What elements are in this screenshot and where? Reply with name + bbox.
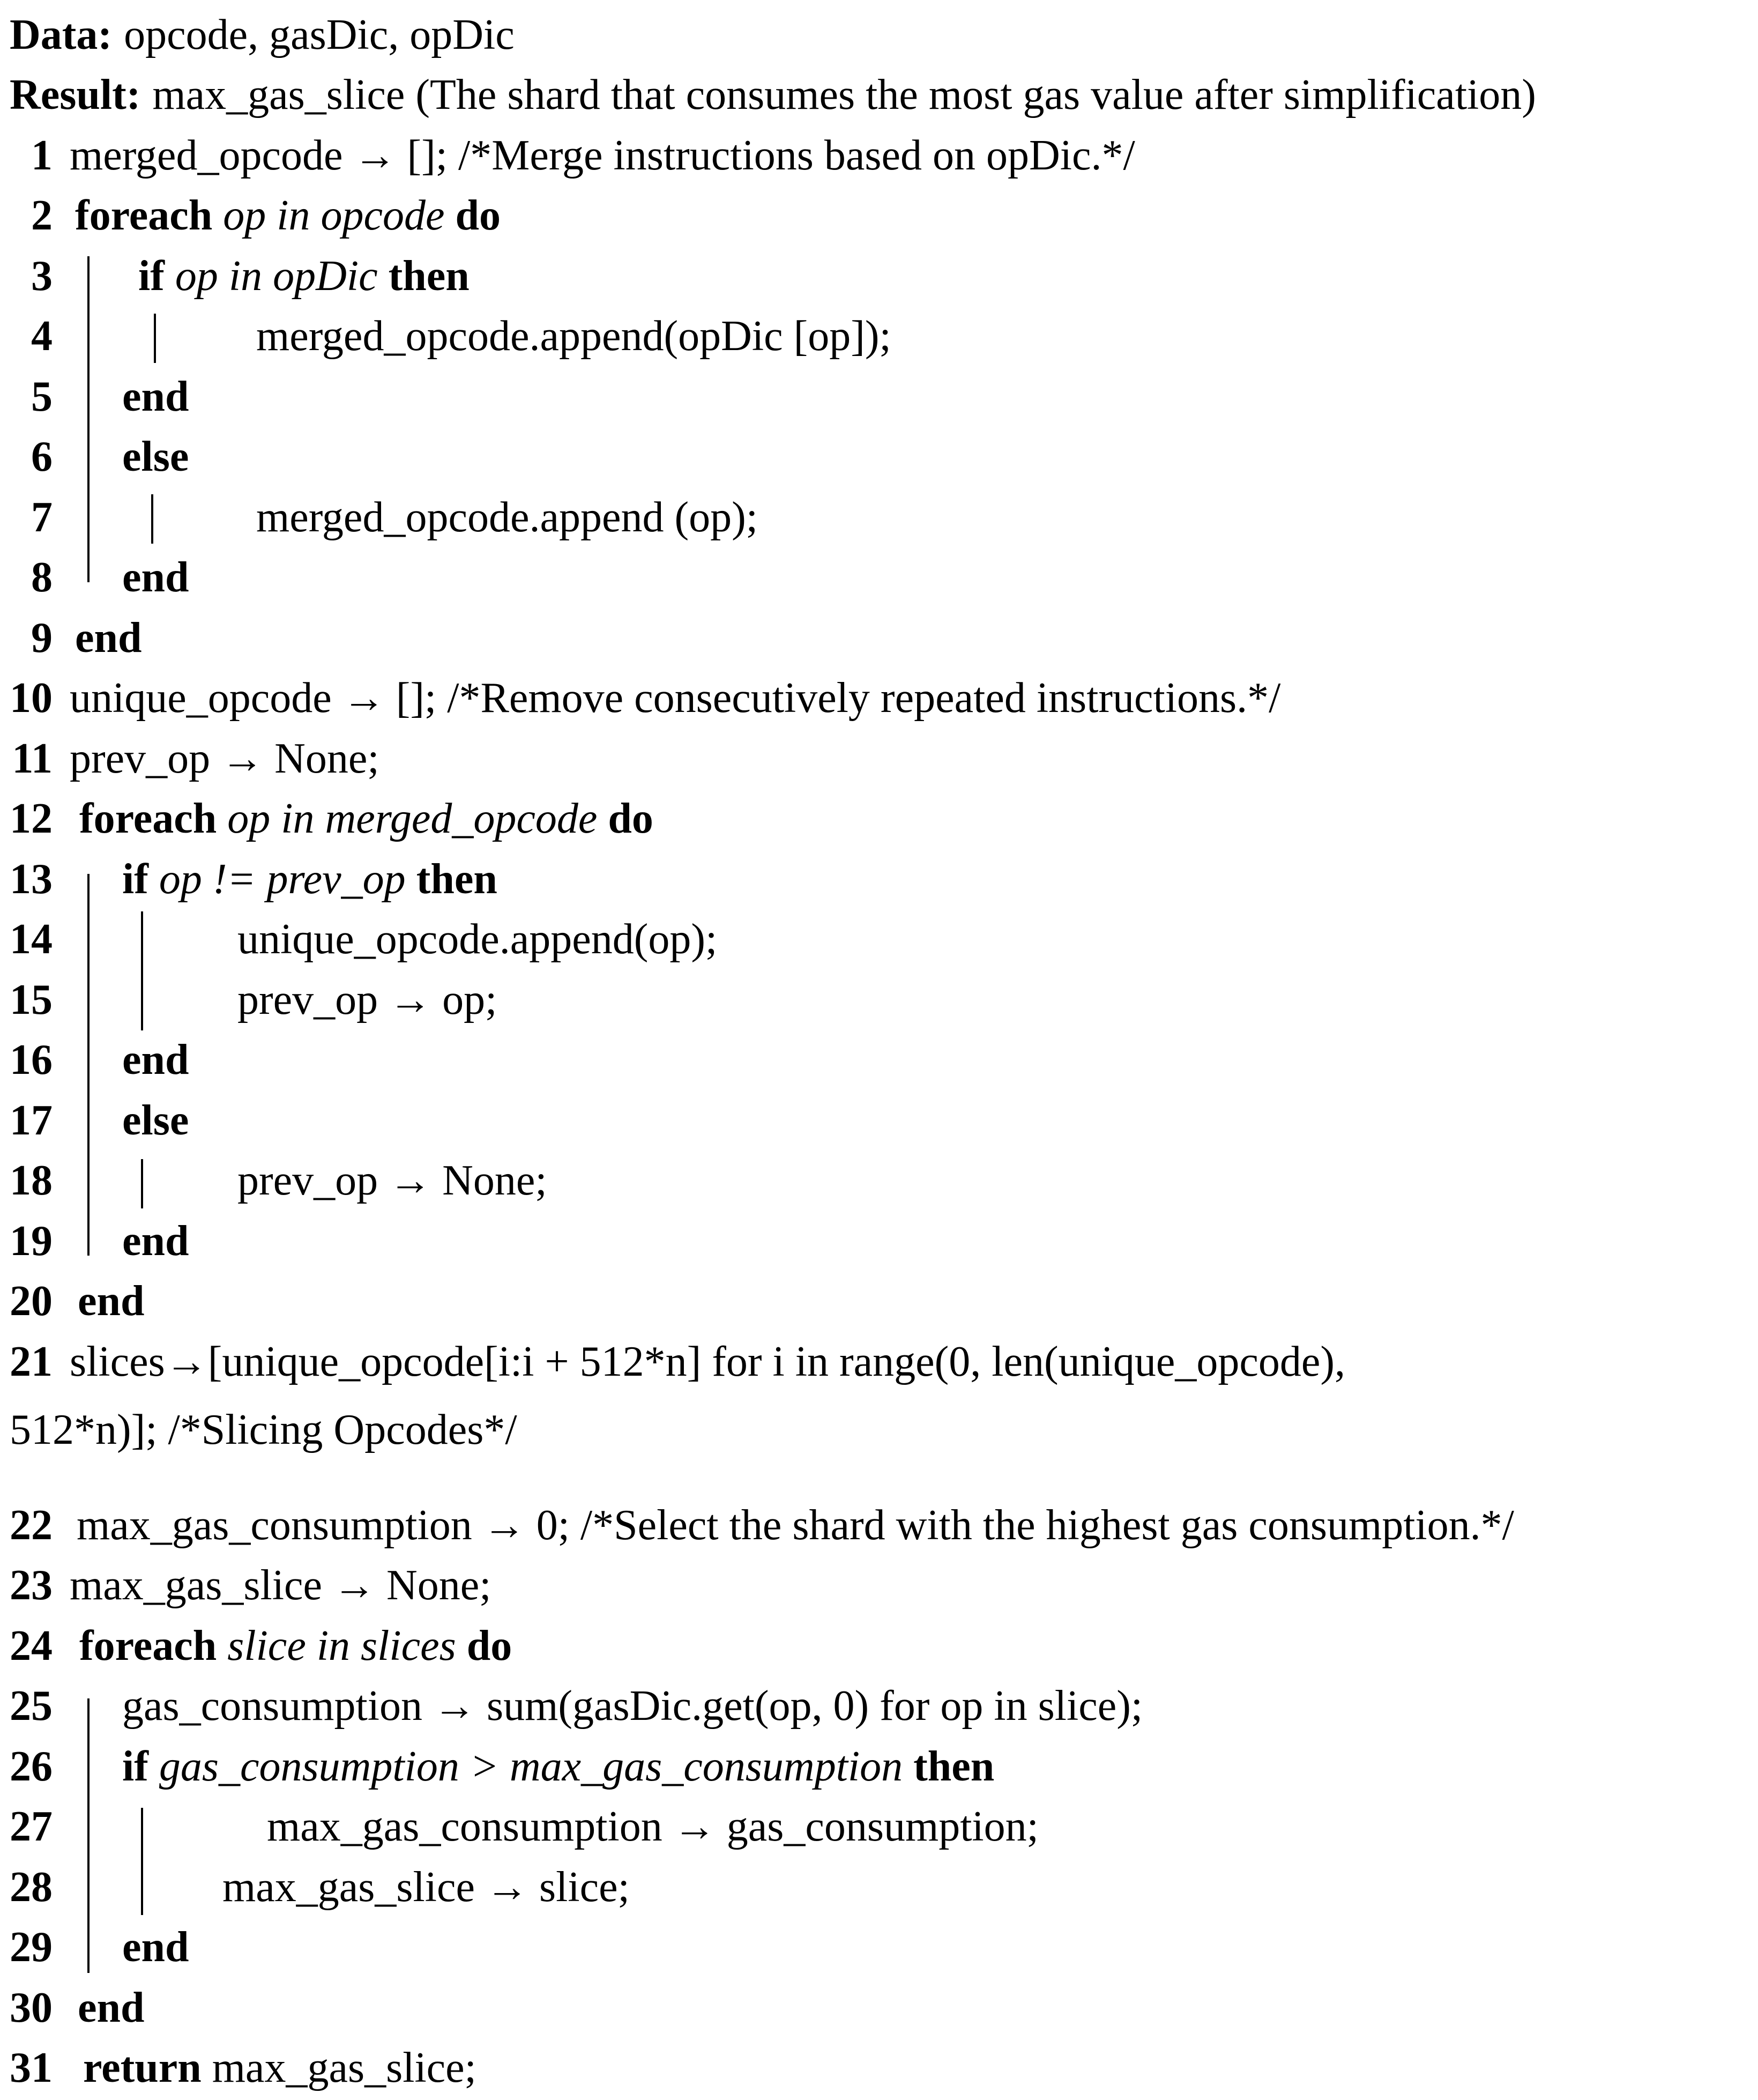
- condition: op in opcode: [223, 192, 445, 239]
- foreach-block-bar: [87, 874, 90, 1256]
- line-number: 1: [31, 132, 53, 179]
- code-statement: [122, 1737, 994, 1796]
- result-line: [10, 65, 1536, 124]
- line-number: 30: [10, 1984, 53, 2031]
- line-number: 16: [10, 1036, 53, 1084]
- code-text: max_gas_slice → slice;: [222, 1864, 630, 1911]
- keyword: else: [122, 433, 189, 480]
- condition: op in merged_opcode: [227, 795, 598, 842]
- keyword: if: [138, 253, 165, 300]
- line-number: 7: [31, 494, 53, 541]
- keyword: foreach: [75, 192, 213, 239]
- keyword: end: [122, 554, 189, 601]
- if-block-bar: [141, 911, 143, 1030]
- line-number: 29: [10, 1924, 53, 1971]
- condition: gas_consumption > max_gas_consumption: [159, 1743, 903, 1790]
- code-statement: [79, 1616, 512, 1675]
- code-text: unique_opcode → []; /*Remove consecutively repeated instructions.*/: [70, 674, 1281, 722]
- code-statement: [79, 789, 653, 848]
- data-line: [10, 5, 515, 64]
- line-number: 17: [10, 1097, 53, 1144]
- keyword: then: [913, 1743, 995, 1790]
- code-text: prev_op → None;: [237, 1157, 547, 1204]
- line-number: 22: [10, 1502, 53, 1549]
- condition: op in opDic: [175, 253, 378, 300]
- keyword: foreach: [79, 1622, 217, 1669]
- foreach-block-bar: [87, 1698, 90, 1973]
- code-text: max_gas_slice → None;: [70, 1562, 491, 1609]
- line-number: 9: [31, 614, 53, 662]
- if-block-bar: [154, 314, 156, 363]
- if-block-bar: [141, 1808, 143, 1915]
- line-number: 23: [10, 1562, 53, 1609]
- code-text: 512*n)]; /*Slicing Opcodes*/: [10, 1406, 517, 1453]
- line-number: 19: [10, 1218, 53, 1265]
- result-label: Result:: [10, 71, 141, 118]
- foreach-block-bar: [87, 256, 90, 582]
- keyword: do: [466, 1622, 512, 1669]
- keyword: end: [78, 1984, 145, 2031]
- line-number: 5: [31, 373, 53, 420]
- keyword: return: [83, 2044, 202, 2091]
- keyword: foreach: [79, 795, 217, 842]
- code-text: merged_opcode.append(opDic [op]);: [256, 313, 891, 360]
- line-number: 27: [10, 1803, 53, 1850]
- code-statement: [83, 2038, 476, 2097]
- code-text: unique_opcode.append(op);: [237, 916, 718, 963]
- code-text: prev_op → op;: [237, 976, 497, 1023]
- keyword: then: [416, 856, 497, 903]
- result-value: max_gas_slice (The shard that consumes the most gas value after simplification): [152, 71, 1536, 118]
- keyword: do: [608, 795, 653, 842]
- line-number: 10: [10, 674, 53, 722]
- else-block-bar: [151, 494, 153, 544]
- keyword: end: [122, 1036, 189, 1084]
- line-number: 6: [31, 433, 53, 480]
- line-number: 21: [10, 1338, 53, 1385]
- code-statement: [122, 850, 497, 909]
- keyword: end: [122, 373, 189, 420]
- data-label: Data:: [10, 11, 113, 58]
- code-text: prev_op → None;: [70, 735, 379, 782]
- code-statement: [138, 247, 470, 306]
- code-text: slices→[unique_opcode[i:i + 512*n] for i in range(0, len(unique_opcode),: [70, 1338, 1345, 1385]
- line-number: 24: [10, 1622, 53, 1669]
- line-number: 20: [10, 1278, 53, 1325]
- data-value: opcode, gasDic, opDic: [124, 11, 515, 58]
- line-number: 25: [10, 1682, 53, 1730]
- code-text: max_gas_consumption → 0; /*Select the shard with the highest gas consumption.*/: [77, 1502, 1514, 1549]
- line-number: 18: [10, 1157, 53, 1204]
- line-number: 4: [31, 313, 53, 360]
- line-number: 8: [31, 554, 53, 601]
- return-value: max_gas_slice;: [212, 2044, 476, 2091]
- else-block-bar: [141, 1159, 143, 1208]
- line-number: 28: [10, 1864, 53, 1911]
- keyword: end: [122, 1924, 189, 1971]
- keyword: if: [122, 856, 148, 903]
- line-number: 26: [10, 1743, 53, 1790]
- code-text: merged_opcode.append (op);: [256, 494, 758, 541]
- keyword: else: [122, 1097, 189, 1144]
- keyword: end: [75, 614, 142, 662]
- code-statement: [75, 186, 501, 245]
- code-text: merged_opcode → []; /*Merge instructions based on opDic.*/: [70, 132, 1135, 179]
- condition: slice in slices: [227, 1622, 456, 1669]
- keyword: end: [78, 1278, 145, 1325]
- line-number: 3: [31, 253, 53, 300]
- keyword: do: [455, 192, 501, 239]
- keyword: then: [388, 253, 470, 300]
- line-number: 12: [10, 795, 53, 842]
- line-number: 11: [12, 735, 53, 782]
- keyword: end: [122, 1218, 189, 1265]
- line-number: 13: [10, 856, 53, 903]
- keyword: if: [122, 1743, 148, 1790]
- line-number: 31: [10, 2044, 53, 2091]
- line-number: 2: [31, 192, 53, 239]
- code-text: gas_consumption → sum(gasDic.get(op, 0) for op in slice);: [122, 1682, 1143, 1730]
- condition: op != prev_op: [159, 856, 406, 903]
- line-number: 15: [10, 976, 53, 1023]
- line-number: 14: [10, 916, 53, 963]
- code-text: max_gas_consumption → gas_consumption;: [267, 1803, 1039, 1850]
